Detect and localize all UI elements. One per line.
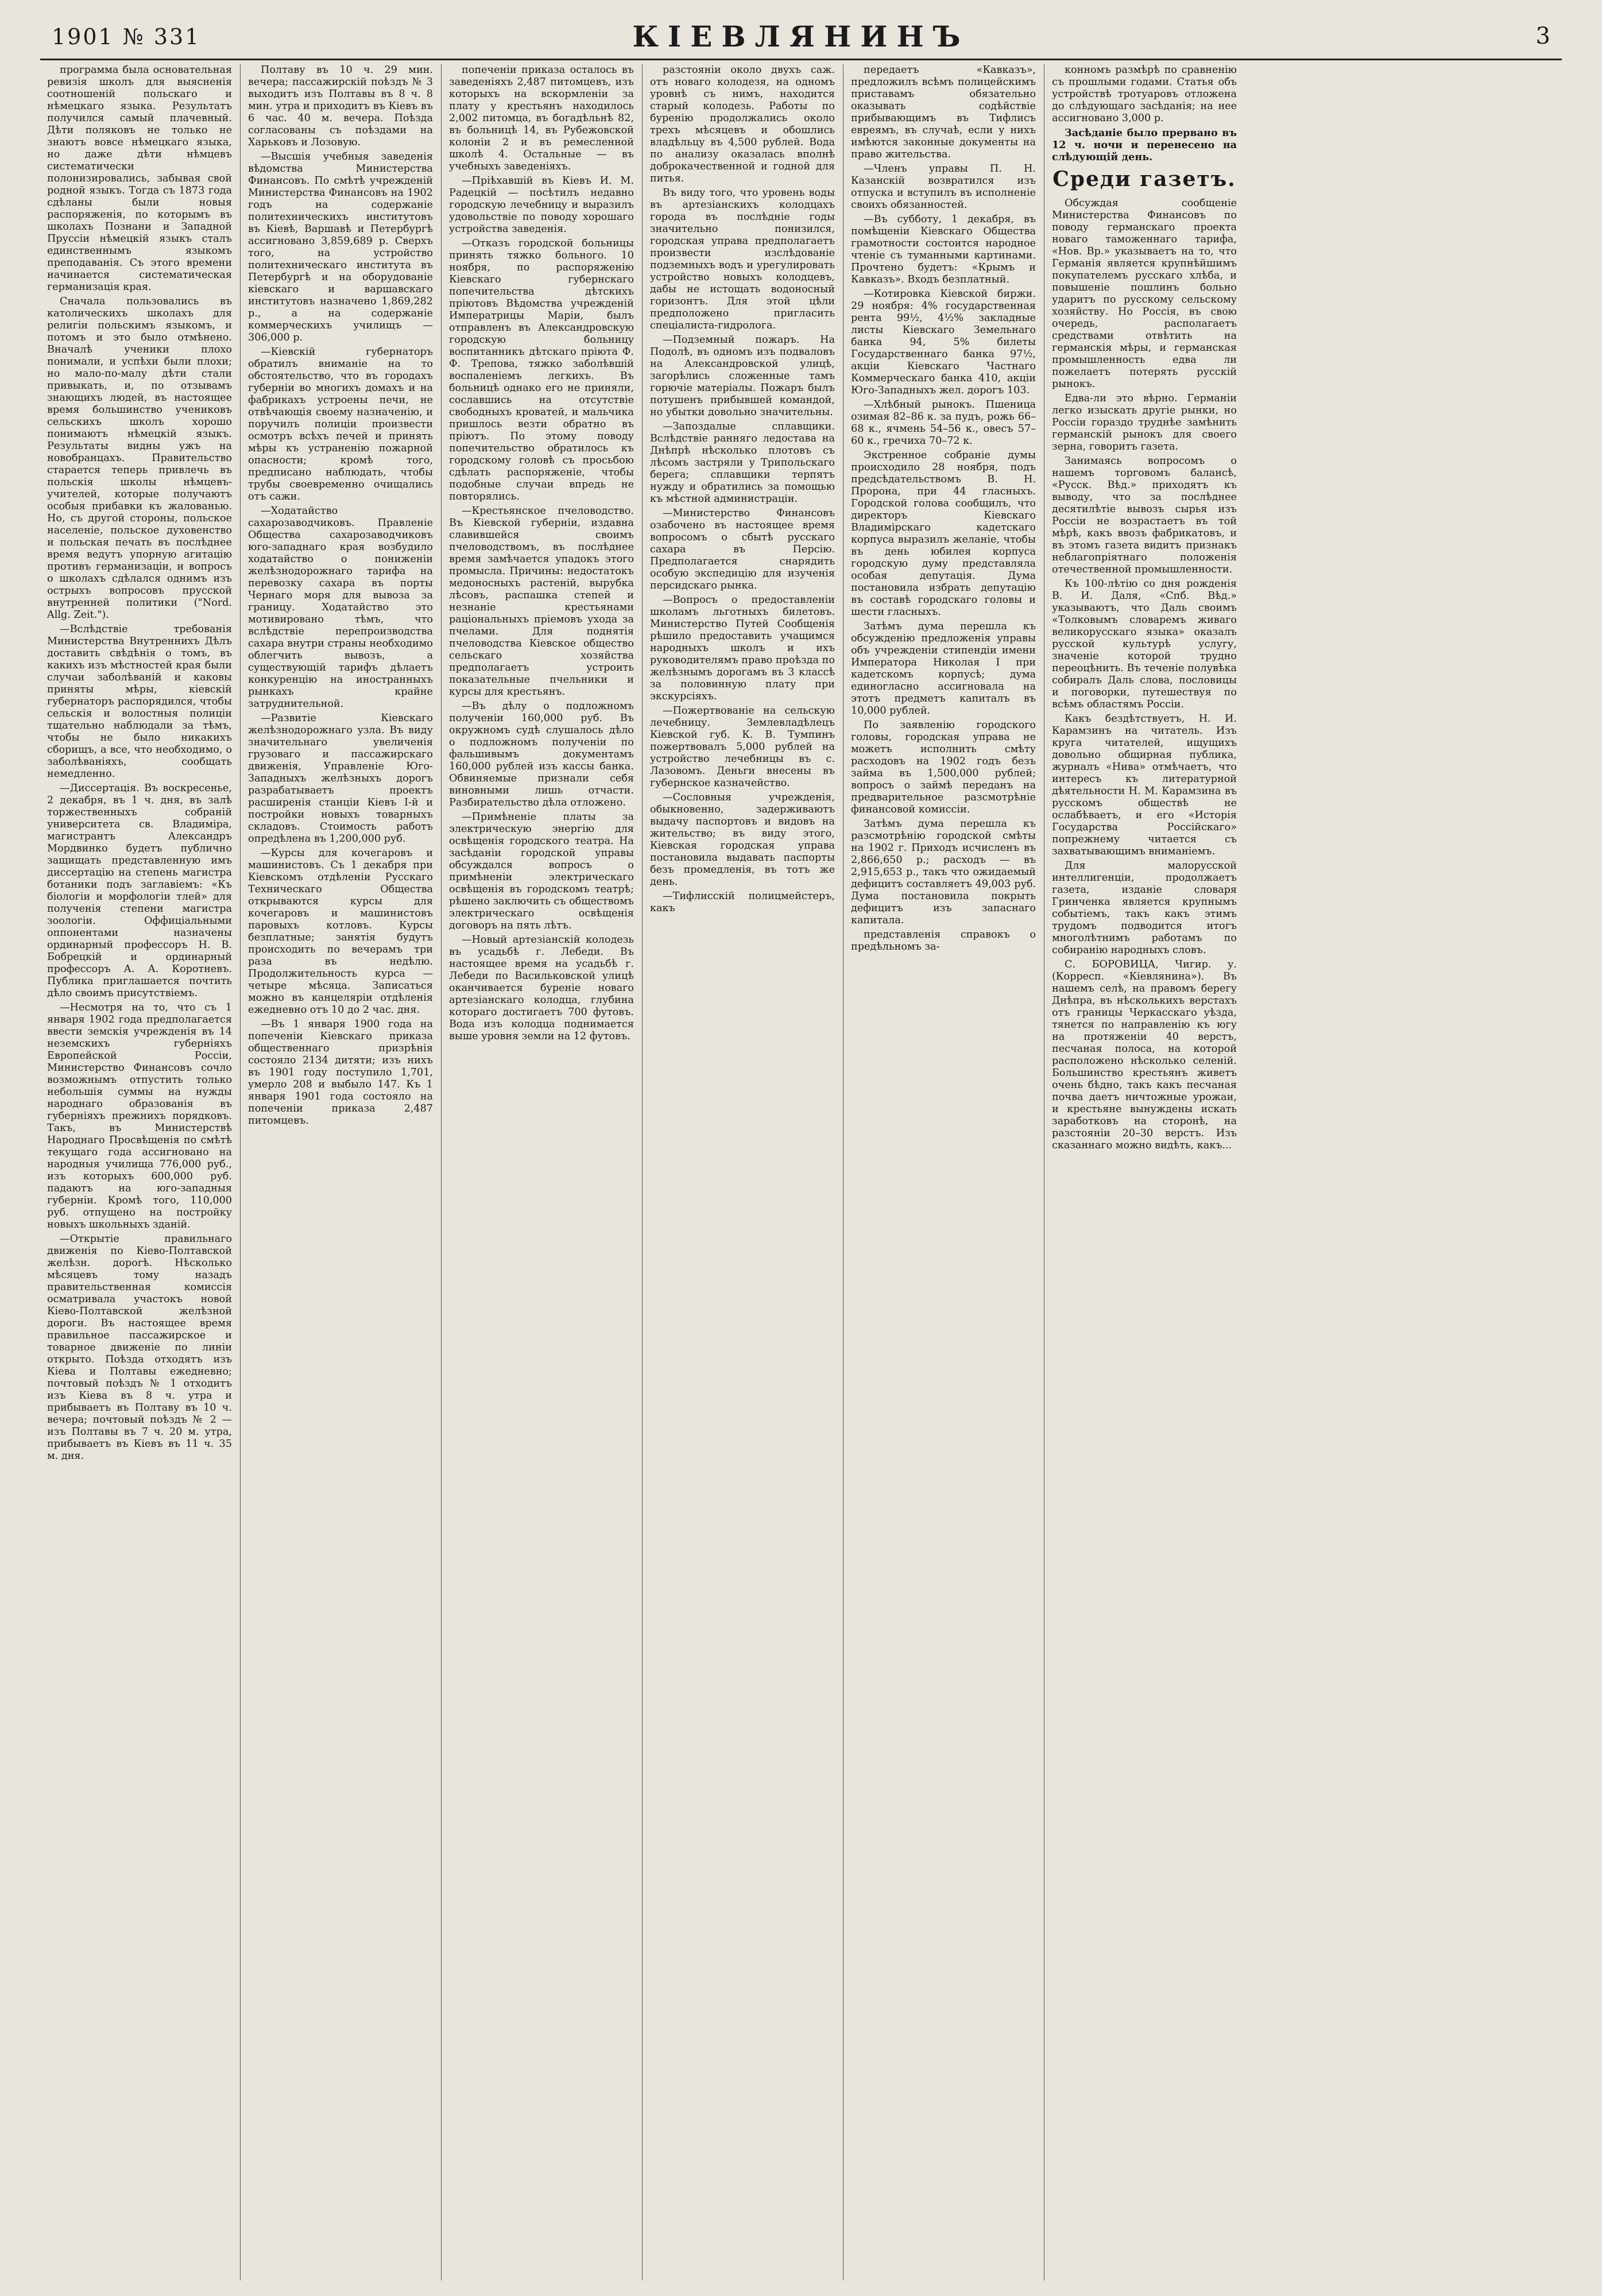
article-paragraph: —Ходатайство сахарозаводчиковъ. Правленіе Общества сахарозаводчиковъ юго-западнаго края возбудило ходатайство о пониженіи желѣзнодорожнаго тарифа на перевозку сахара въ порты Чернаго моря для вывоза за границу. Ходатайство это мотивировано тѣмъ, что вслѣдствіе перепроизводства сахара внутри страны необходимо облегчить вывозъ, а существующій тарифъ дѣлаетъ конкуренцію на иностранныхъ рынкахъ крайне затруднительной. <box>248 505 433 710</box>
article-paragraph: —Хлѣбный рынокъ. Пшеница озимая 82–86 к. за пудъ, рожь 66–68 к., ячмень 54–56 к., овесъ 57–60 к., гречиха 70–72 к. <box>851 399 1036 447</box>
page-header <box>40 16 1562 60</box>
article-paragraph: Обсуждая сообщеніе Министерства Финансовъ по поводу германскаго проекта новаго таможеннаго тарифа, «Нов. Вр.» указываетъ на то, что Германія является крупнѣйшимъ покупателемъ русскаго хлѣба, и повышеніе пошлинъ больно ударитъ по русскому сельскому хозяйству. Но Россія, въ свою очередь, располагаетъ средствами отвѣтить на германскія мѣры, и германская промышленность едва ли пожелаетъ потерять русскій рынокъ. <box>1052 198 1237 390</box>
article-paragraph: —Котировка Кіевской биржи. 29 ноября: 4% государственная рента 99½, 4½% закладные листы Кіевскаго Земельнаго банка 94, 5% билеты Государственнаго банка 97½, акціи Кіевскаго Частнаго Коммерческаго банка 410, акціи Юго-Западныхъ жел. дорогъ 103. <box>851 288 1036 396</box>
page-number: 3 <box>1535 23 1550 49</box>
article-paragraph: Затѣмъ дума перешла къ обсужденію предложенія управы объ учрежденіи стипендіи имени Императора Николая I при кадетскомъ корпусѣ; дума единогласно ассигновала на этотъ предметъ капиталъ въ 10,000 рублей. <box>851 621 1036 717</box>
article-paragraph: Экстренное собраніе думы происходило 28 ноября, подъ предсѣдательствомъ В. Н. Пророна, при 44 гласныхъ. Городской голова сообщилъ, что директоръ Кіевскаго Владимірскаго кадетскаго корпуса выразилъ желаніе, чтобы въ день юбилея корпуса городскую думу представляла особая депутація. Дума постановила избрать депутацію въ составѣ городскаго головы и шести гласныхъ. <box>851 450 1036 618</box>
column-divider <box>642 64 643 2280</box>
issue-number: 1901 № 331 <box>52 24 201 49</box>
article-paragraph: Сначала пользовались въ католическихъ школахъ для религіи польскимъ языкомъ, и потомъ и это было отмѣнено. Вначалѣ ученики плохо понимали, и успѣхи были плохи; но мало-по-малу дѣти стали привыкать, и, по отзывамъ знающихъ людей, въ настоящее время большинство учениковъ сельскихъ школъ хорошо понимаютъ нѣмецкій языкъ. Результаты видны ужъ на новобранцахъ. Правительство старается теперь привлечь въ польскія школы нѣмцевъ-учителей, которые получаютъ особыя прибавки къ жалованью. Но, съ другой стороны, польское населеніе, польское духовенство и польская печать въ послѣднее время ведутъ упорную агитацію противъ германизаціи, и вопросъ о школахъ сдѣлался однимъ изъ острыхъ вопросовъ прусской внутренней политики ("Nord. Allg. Zeit."). <box>47 296 232 621</box>
article-paragraph: —Пріѣхавшій въ Кіевъ И. М. Радецкій — посѣтилъ недавно городскую лечебницу и выразилъ удовольствіе по поводу хорошаго устройства заведенія. <box>449 175 634 235</box>
article-paragraph: представленія справокъ о предѣльномъ за- <box>851 929 1036 953</box>
column-1 <box>47 64 232 2280</box>
article-paragraph: Полтаву въ 10 ч. 29 мин. вечера; пассажирскій поѣздъ № 3 выходитъ изъ Полтавы въ 8 ч. 8 мин. утра и приходитъ въ Кіевъ въ 6 час. 40 м. вечера. Поѣзда согласованы съ поѣздами на Харьковъ и Лозовую. <box>248 64 433 148</box>
article-paragraph: Затѣмъ дума перешла къ разсмотрѣнію городской смѣты на 1902 г. Приходъ исчисленъ въ 2,866,650 р.; расходъ — въ 2,915,653 р., такъ что ожидаемый дефицитъ составляетъ 49,003 руб. Дума постановила покрыть дефицитъ изъ запаснаго капитала. <box>851 818 1036 926</box>
article-paragraph: Какъ бездѣтствуетъ, Н. И. Карамзинъ на читатель. Изъ круга читателей, ищущихъ довольно общирная публика, журналъ «Нива» отмѣчаетъ, что интересъ къ литературной дѣятельности Н. М. Карамзина въ русскомъ обществѣ не ослабѣваетъ, и его «Исторія Государства Россійскаго» попрежнему читается съ захватывающимъ вниманіемъ. <box>1052 713 1237 857</box>
article-paragraph: —Открытіе правильнаго движенія по Кіево-Полтавской желѣзн. дорогѣ. Нѣсколько мѣсяцевъ тому назадъ правительственная комиссія осматривала участокъ новой Кіево-Полтавской желѣзной дороги. Въ настоящее время правильное пассажирское и товарное движеніе по линіи открыто. Поѣзда отходятъ изъ Кіева и Полтавы ежедневно; почтовый поѣздъ № 1 отходитъ изъ Кіева въ 8 ч. утра и прибываетъ въ Полтаву въ 10 ч. вечера; почтовый поѣздъ № 2 — изъ Полтавы въ 7 ч. 20 м. утра, прибываетъ въ Кіевъ въ 11 ч. 35 м. дня. <box>47 1233 232 1462</box>
article-paragraph: —Диссертація. Въ воскресенье, 2 декабря, въ 1 ч. дня, въ залѣ торжественныхъ собраній университета св. Владиміра, магистрантъ Александръ Мордвинко будетъ публично защищать представленную имъ диссертацію на степень магистра ботаники подъ заглавіемъ: «Къ біологіи и морфологіи тлей» для полученія степени магистра зоологіи. Оффиціальными оппонентами назначены ординарный профессоръ Н. В. Бобрецкій и ординарный профессоръ А. А. Коротневъ. Публика приглашается почтить дѣло своимъ присутствіемъ. <box>47 783 232 999</box>
article-paragraph: —Сословныя учрежденія, обыкновенно, задерживаютъ выдачу паспортовъ и видовъ на жительство; въ виду этого, Кіевская городская управа постановила выдавать паспорты безъ промедленія, въ тотъ же день. <box>650 792 835 888</box>
article-paragraph: Для малорусской интеллигенціи, продолжаетъ газета, изданіе словаря Гринченка является крупнымъ событіемъ, такъ какъ этимъ трудомъ подводится итогъ многолѣтнимъ работамъ по собиранію народныхъ словъ. <box>1052 860 1237 956</box>
article-paragraph: —Крестьянское пчеловодство. Въ Кіевской губерніи, издавна славившейся своимъ пчеловодствомъ, въ послѣднее время замѣчается упадокъ этого промысла. Причины: недостатокъ медоносныхъ растеній, вырубка лѣсовъ, распашка степей и незнаніе крестьянами раціональныхъ пріемовъ ухода за пчелами. Для поднятія пчеловодства Кіевское общество сельскаго хозяйства предполагаетъ устроить показательные пчельники и курсы для крестьянъ. <box>449 505 634 698</box>
column-2 <box>248 64 433 2280</box>
article-paragraph: —Тифлисскій полицмейстеръ, какъ <box>650 890 835 914</box>
article-paragraph: программа была основательная ревизія школъ для выясненія соотношеній польскаго и нѣмецкаго языка. Результатъ получился самый плачевный. Дѣти поляковъ не только не знаютъ вовсе нѣмецкаго языка, но даже дѣти нѣмцевъ систематически полонизировались, забывая свой родной языкъ. Тогда съ 1873 года сдѣланы были новыя распоряженія, по которымъ въ школахъ Познани и Западной Пруссіи нѣмецкій языкъ сталъ единственнымъ языкомъ преподаванія. Съ этого времени начинается систематическая германизація края. <box>47 64 232 293</box>
article-paragraph: —Примѣненіе платы за электрическую энергію для освѣщенія городского театра. На засѣданіи городской управы обсуждался вопросъ о примѣненіи электрическаго освѣщенія въ городскомъ театрѣ; рѣшено заключить съ обществомъ электрическаго освѣщенія договоръ на пять лѣтъ. <box>449 811 634 931</box>
column-divider <box>441 64 442 2280</box>
article-paragraph: Едва-ли это вѣрно. Германіи легко изыскать другіе рынки, но Россіи гораздо труднѣе замѣнить германскій рынокъ для своего зерна, говоритъ газета. <box>1052 393 1237 452</box>
article-paragraph: Засѣданіе было прервано въ 12 ч. ночи и перенесено на слѣдующій день. <box>1052 127 1237 163</box>
article-paragraph: —Въ 1 января 1900 года на попеченіи Кіевскаго приказа общественнаго призрѣнія состояло 2134 дитяти; изъ нихъ въ 1901 году поступило 1,701, умерло 208 и выбыло 147. Къ 1 января 1901 года состояло на попеченіи приказа 2,487 питомцевъ. <box>248 1019 433 1126</box>
column-6 <box>1052 64 1237 2280</box>
article-paragraph: —Несмотря на то, что съ 1 января 1902 года предполагается ввести земскія учрежденія въ 14 неземскихъ губерніяхъ Европейской Россіи, Министерство Финансовъ сочло возможнымъ отпустить только небольшія суммы на нужды народнаго образованія въ губерніяхъ прежнихъ порядковъ. Такъ, въ Министерствѣ Народнаго Просвѣщенія по смѣтѣ текущаго года ассигновано на народныя училища 776,000 руб., изъ которыхъ 600,000 руб. падаютъ на юго-западныя губерніи. Кромѣ того, 110,000 руб. отпущено на постройку новыхъ школьныхъ зданій. <box>47 1002 232 1230</box>
article-paragraph: разстояніи около двухъ саж. отъ новаго колодезя, на одномъ уровнѣ съ нимъ, находится старый колодезь. Работы по буренію продолжались около трехъ мѣсяцевъ и обошлись владѣльцу въ 4,500 рублей. Вода по анализу оказалась вполнѣ доброкачественной и годной для питья. <box>650 64 835 184</box>
article-paragraph: По заявленію городского головы, городская управа не можетъ исполнить смѣту расходовъ на 1902 годъ безъ займа въ 1,500,000 рублей; вопросъ о займѣ переданъ на предварительное разсмотрѣніе финансовой комиссіи. <box>851 719 1036 815</box>
article-paragraph: —Въ субботу, 1 декабря, въ помѣщеніи Кіевскаго Общества грамотности состоится народное чтеніе съ туманными картинами. Прочтено будетъ: «Крымъ и Кавказъ». Входъ безплатный. <box>851 214 1036 285</box>
article-paragraph: —Отказъ городской больницы принять тяжко больного. 10 ноября, по распоряженію Кіевскаго губернскаго попечительства дѣтскихъ пріютовъ Вѣдомства учрежденій Императрицы Маріи, былъ отправленъ въ Александровскую городскую больницу воспитанникъ дѣтскаго пріюта Ф. Ф. Трепова, тяжко заболѣвшій воспаленіемъ легкихъ. Въ больницѣ однако его не приняли, сославшись на отсутствіе свободныхъ кроватей, и мальчика пришлось везти обратно въ пріютъ. По этому поводу попечительство обратилось къ городскому головѣ съ просьбою сдѣлать распоряженіе, чтобы подобные случаи впредь не повторялись. <box>449 238 634 502</box>
article-paragraph: Занимаясь вопросомъ о нашемъ торговомъ балансѣ, «Русск. Вѣд.» приходятъ къ выводу, что за послѣднее десятилѣтіе вывозъ сырья изъ Россіи не возрастаетъ въ той мѣрѣ, какъ ввозъ фабрикатовъ, и въ этомъ газета видитъ признакъ неблагопріятнаго положенія отечественной промышленности. <box>1052 455 1237 575</box>
article-paragraph: Къ 100-лѣтію со дня рожденія В. И. Даля, «Спб. Вѣд.» указываютъ, что Даль своимъ «Толковымъ словаремъ живаго великорусскаго языка» оказалъ русской культурѣ услугу, значеніе которой трудно переоцѣнить. Въ теченіе полувѣка собиралъ Даль слова, пословицы и поговорки, путешествуя по всѣмъ областямъ Россіи. <box>1052 578 1237 710</box>
article-paragraph: Въ виду того, что уровень воды въ артезіанскихъ колодцахъ города въ послѣдніе годы значительно понизился, городская управа предполагаетъ произвести изслѣдованіе подземныхъ водъ и урегулировать устройство новыхъ колодцевъ, дабы не истощать водоносный горизонтъ. Для этой цѣли предположено пригласить спеціалиста-гидролога. <box>650 187 835 331</box>
article-paragraph: передаетъ «Кавказъ», предложилъ всѣмъ полицейскимъ приставамъ обязательно оказывать содѣйствіе прибывающимъ въ Тифлисъ евреямъ, въ случаѣ, если у нихъ имѣются законные документы на право жительства. <box>851 64 1036 160</box>
article-paragraph: —Пожертвованіе на сельскую лечебницу. Землевладѣлецъ Кіевской губ. К. В. Тумпинъ пожертвовалъ 5,000 рублей на устройство лечебницы въ с. Лазовомъ. Деньги внесены въ губернское казначейство. <box>650 705 835 789</box>
article-paragraph: —Новый артезіанскій колодезь въ усадьбѣ г. Лебеди. Въ настоящее время на усадьбѣ г. Лебеди по Васильковской улицѣ оканчивается буреніе новаго артезіанскаго колодца, глубина котораго достигаетъ 700 футовъ. Вода изъ колодца поднимается выше уровня земли на 12 футовъ. <box>449 934 634 1042</box>
article-paragraph: —Членъ управы П. Н. Казанскій возвратился изъ отпуска и вступилъ въ исполненіе своихъ обязанностей. <box>851 163 1036 211</box>
column-3 <box>449 64 634 2280</box>
article-paragraph: —Запоздалые сплавщики. Вслѣдствіе ранняго ледостава на Днѣпрѣ нѣсколько плотовъ съ лѣсомъ застряли у Трипольскаго берега; сплавщики терпятъ нужду и обратились за помощью къ мѣстной администраціи. <box>650 421 835 505</box>
article-paragraph: —Вопросъ о предоставленіи школамъ льготныхъ билетовъ. Министерство Путей Сообщенія рѣшило предоставить учащимся народныхъ школъ и ихъ руководителямъ право проѣзда по желѣзнымъ дорогамъ въ 3 классѣ за половинную плату при экскурсіяхъ. <box>650 594 835 702</box>
article-paragraph: —Высшія учебныя заведенія вѣдомства Министерства Финансовъ. По смѣтѣ учрежденій Министерства Финансовъ на 1902 годъ на содержаніе политехническихъ институтовъ въ Кіевѣ, Варшавѣ и Петербургѣ ассигновано 3,859,689 р. Сверхъ того, на устройство политехническаго института въ Петербургѣ и на оборудованіе кіевскаго и варшавскаго институтовъ назначено 1,869,282 р., а на содержаніе коммерческихъ училищъ — 306,000 р. <box>248 151 433 343</box>
article-paragraph: —Министерство Финансовъ озабочено въ настоящее время вопросомъ о сбытѣ русскаго сахара въ Персію. Предполагается снарядить особую экспедицію для изученія персидскаго рынка. <box>650 508 835 591</box>
article-paragraph: С. БОРОВИЦА, Чигир. у. (Корресп. «Кіевлянина»). Въ нашемъ селѣ, на правомъ берегу Днѣпра, въ нѣсколькихъ верстахъ отъ границы Черкасскаго уѣзда, тянется по направленію къ югу на протяженіи 40 верстъ, песчаная полоса, на которой расположено нѣсколько селеній. Большинство крестьянъ живетъ очень бѣдно, такъ какъ песчаная почва даетъ ничтожные урожаи, и крестьяне вынуждены искать заработковъ на сторонѣ, на разстояніи 20–30 верстъ. Изъ сказаннаго можно видѣть, какъ... <box>1052 959 1237 1151</box>
article-paragraph: —Курсы для кочегаровъ и машинистовъ. Съ 1 декабря при Кіевскомъ отдѣленіи Русскаго Техническаго Общества открываются курсы для кочегаровъ и машинистовъ паровыхъ котловъ. Курсы безплатные; занятія будутъ происходить по вечерамъ три раза въ недѣлю. Продолжительность курса — четыре мѣсяца. Записаться можно въ канцеляріи отдѣленія ежедневно отъ 10 до 2 час. дня. <box>248 847 433 1016</box>
article-paragraph: попеченіи приказа осталось въ заведеніяхъ 2,487 питомцевъ, изъ которыхъ на вскормленіи за плату у крестьянъ находилось 2,002 питомца, въ богадѣльнѣ 82, въ больницѣ 14, въ Рубежовской колоніи 2 и въ ремесленной школѣ 4. Остальные — въ учебныхъ заведеніяхъ. <box>449 64 634 172</box>
article-paragraph: —Кіевскій губернаторъ обратилъ вниманіе на то обстоятельство, что въ городахъ губерніи во многихъ домахъ и на фабрикахъ устроены печи, не отвѣчающія своему назначенію, и поручилъ полиціи произвести осмотръ всѣхъ печей и принять мѣры къ устраненію пожарной опасности; кромѣ того, предписано наблюдать, чтобы трубы своевременно очищались отъ сажи. <box>248 346 433 502</box>
column-4 <box>650 64 835 2280</box>
article-paragraph: —Развитіе Кіевскаго желѣзнодорожнаго узла. Въ виду значительнаго увеличенія грузоваго и пассажирскаго движенія, Управленіе Юго-Западныхъ желѣзныхъ дорогъ разрабатываетъ проектъ расширенія станціи Кіевъ I-й и постройки новыхъ товарныхъ складовъ. Стоимость работъ опредѣлена въ 1,200,000 руб. <box>248 713 433 845</box>
newspaper-title: КІЕВЛЯНИНЪ <box>632 20 970 53</box>
column-5 <box>851 64 1036 2280</box>
article-paragraph: —Вслѣдствіе требованія Министерства Внутреннихъ Дѣлъ доставить свѣдѣнія о томъ, въ какихъ изъ мѣстностей края были случаи заболѣваній и каковы приняты мѣры, кіевскій губернаторъ распорядился, чтобы сельскія и волостныя полиціи тщательно наблюдали за тѣмъ, чтобы не было никакихъ сборищъ, а все, что необходимо, о заболѣваніяхъ, сообщать немедленно. <box>47 624 232 780</box>
article-paragraph: —Подземный пожаръ. На Подолѣ, въ одномъ изъ подваловъ на Александровской улицѣ, загорѣлись сложенные тамъ горючіе матеріалы. Пожаръ былъ потушенъ прибывшей командой, но убытки довольно значительны. <box>650 334 835 418</box>
article-paragraph: —Въ дѣлу о подложномъ полученіи 160,000 руб. Въ окружномъ судѣ слушалось дѣло о подложномъ полученіи по фальшивымъ документамъ 160,000 рублей изъ кассы банка. Обвиняемые признали себя виновными лишь отчасти. Разбирательство дѣла отложено. <box>449 700 634 808</box>
article-paragraph: конномъ размѣрѣ по сравненію съ прошлыми годами. Статья объ устройствѣ тротуаровъ отложена до слѣдующаго засѣданія; на нее ассигновано 3,000 р. <box>1052 64 1237 124</box>
column-divider <box>240 64 241 2280</box>
article-paragraph: Среди газетъ. <box>1052 167 1236 191</box>
